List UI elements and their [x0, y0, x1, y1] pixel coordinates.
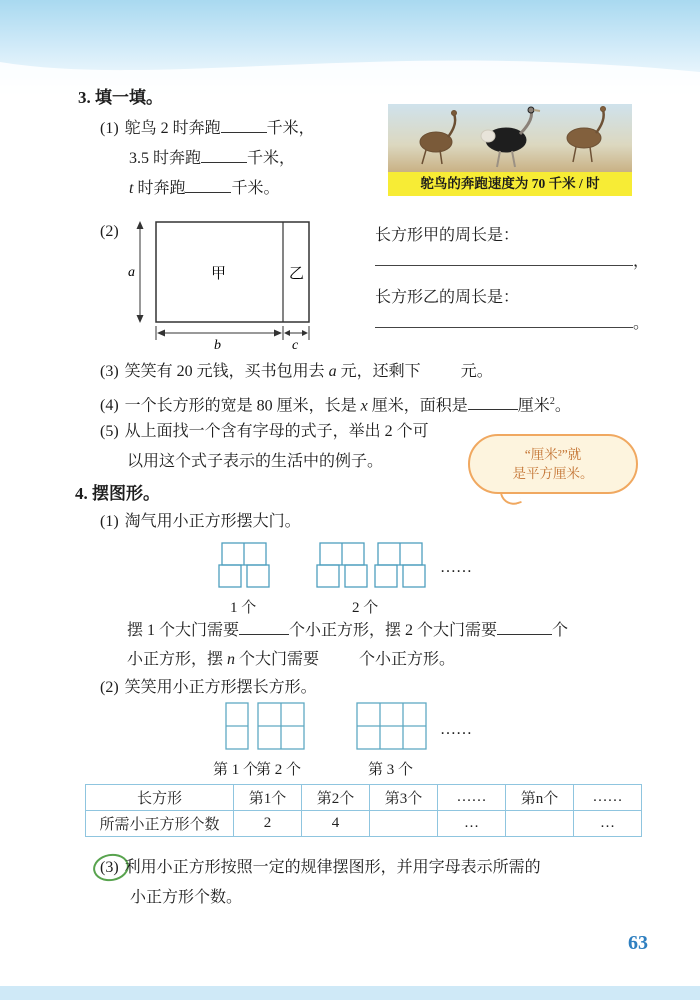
table-header-row — [86, 785, 642, 811]
q3-3-text-end: 元。 — [460, 363, 493, 380]
q3-5-label: (5) — [100, 423, 119, 440]
q3-1-text: 3.5 时奔跑 — [129, 150, 202, 167]
squares-table — [85, 784, 642, 837]
q3-2-answer-line2 — [375, 312, 649, 334]
ostrich-caption: 鸵鸟的奔跑速度为 70 千米 / 时 — [388, 172, 632, 196]
q4-1-label: (1) — [100, 513, 119, 530]
rectangle-diagram — [126, 212, 331, 354]
gate-figure-1-label: 1 个 — [230, 600, 257, 616]
punct: 。 — [633, 315, 650, 332]
page-number: 63 — [628, 932, 648, 954]
bubble-line2: 是平方厘米。 — [512, 466, 594, 481]
dim-a: a — [128, 265, 135, 280]
table-cell — [506, 811, 574, 837]
variable-n: n — [227, 651, 236, 668]
q3-4-unit: 厘米 — [517, 397, 550, 415]
ostrich-photo — [388, 104, 632, 172]
q3-1-text-end: 千米， — [247, 150, 296, 167]
sky-band — [0, 0, 700, 100]
table-header-cell: …… — [438, 785, 506, 811]
rect-figure-3 — [356, 702, 428, 752]
table-data-row — [86, 811, 642, 837]
q4-3-text: 利用小正方形按照一定的规律摆图形，并用字母表示所需的 — [124, 859, 541, 876]
answer-blank — [497, 620, 552, 635]
answer-line — [375, 250, 633, 266]
q3-1-text: 鸵鸟 2 时奔跑 — [124, 120, 221, 137]
bubble-line1: “厘米²”就 — [524, 447, 582, 462]
rect-figure-1-label: 第 1 个 — [213, 762, 259, 778]
q4-1-line2 — [127, 650, 455, 670]
q3-1-text-end: 千米。 — [231, 180, 280, 197]
q4-2-intro-text: 笑笑用小正方形摆长方形。 — [124, 679, 317, 696]
table-row-label: 所需小正方形个数 — [86, 811, 234, 837]
q4-3-line2: 小正方形个数。 — [130, 889, 243, 906]
ellipsis: …… — [440, 721, 472, 738]
table-cell — [370, 811, 438, 837]
punct: 。 — [554, 397, 571, 415]
table-header-cell: …… — [574, 785, 642, 811]
q3-4-label: (4) — [100, 397, 119, 415]
table-header-cell: 长方形 — [86, 785, 234, 811]
q3-3-label: (3) — [100, 363, 119, 380]
rect-figure-2-label: 第 2 个 — [256, 762, 302, 778]
table-cell: … — [574, 811, 642, 837]
table-cell: 2 — [234, 811, 302, 837]
variable-x: x — [360, 397, 368, 415]
q4-1-line1 — [127, 620, 568, 641]
q3-4-line — [100, 392, 571, 416]
dim-b: b — [214, 338, 221, 353]
q3-2-perimeter-jia: 长方形甲的周长是： — [375, 227, 520, 244]
q3-4-text: 厘米，面积是 — [367, 397, 468, 415]
table-header-cell: 第1个 — [234, 785, 302, 811]
punct: ， — [633, 253, 650, 270]
q3-2-answer-line1 — [375, 250, 649, 272]
q4-2-intro — [100, 678, 317, 698]
superscript-2: 2 — [549, 396, 555, 407]
bottom-band — [0, 986, 700, 1000]
table-cell: 4 — [302, 811, 370, 837]
table-header-cell: 第2个 — [302, 785, 370, 811]
q3-5-line2: 以用这个式子表示的生活中的例子。 — [127, 453, 384, 470]
q3-2-perimeter-yi: 长方形乙的周长是： — [375, 289, 520, 306]
answer-line — [375, 312, 633, 328]
gate-figure-2 — [316, 542, 428, 588]
q3-4-text: 一个长方形的宽是 80 厘米，长是 — [124, 397, 361, 415]
q4-1-text: 个大门需要 — [235, 651, 320, 668]
q4-2-label: (2) — [100, 679, 119, 696]
table-header-cell: 第n个 — [506, 785, 574, 811]
q4-1-intro — [100, 512, 301, 532]
q3-3-line — [100, 362, 493, 382]
q3-1-label: (1) — [100, 120, 119, 137]
problem-4-title: 4. 摆图形。 — [75, 484, 160, 503]
dim-c: c — [292, 338, 299, 353]
q3-5-text: 从上面找一个含有字母的式子，举出 2 个可 — [124, 423, 429, 440]
variable-a: a — [328, 363, 337, 380]
table-header-cell: 第3个 — [370, 785, 438, 811]
variable-t: t — [129, 180, 134, 197]
q4-1-text: 小正方形，摆 — [127, 651, 228, 668]
label-jia: 甲 — [211, 266, 227, 282]
q4-1-text-end: 个小正方形。 — [359, 651, 456, 668]
q4-1-text: 个 — [552, 622, 569, 639]
gate-figure-2-label: 2 个 — [352, 600, 379, 616]
q3-5-line1 — [100, 422, 429, 442]
q4-3-line1 — [100, 858, 541, 878]
answer-blank — [221, 118, 267, 133]
label-yi: 乙 — [289, 266, 305, 282]
ellipsis: …… — [440, 559, 472, 576]
q4-1-text: 个小正方形，摆 2 个大门需要 — [289, 622, 498, 639]
rect-figure-2 — [257, 702, 307, 752]
rect-figure-3-label: 第 3 个 — [368, 762, 414, 778]
speech-bubble — [468, 434, 638, 494]
q3-1-line3 — [129, 178, 279, 199]
answer-blank — [239, 620, 289, 635]
q3-1-text-end: 千米， — [266, 120, 315, 137]
table-cell: … — [438, 811, 506, 837]
answer-blank — [468, 395, 518, 410]
q3-2-label: (2) — [100, 223, 119, 240]
q3-1-line2 — [129, 148, 295, 169]
q3-1-text: 时奔跑 — [133, 180, 186, 197]
answer-blank — [185, 178, 231, 193]
gate-figure-1 — [218, 542, 272, 588]
q4-3-label: (3) — [100, 859, 119, 876]
q3-1-line1 — [100, 118, 315, 139]
q4-1-text: 摆 1 个大门需要 — [127, 622, 240, 639]
problem-3-title: 3. 填一填。 — [78, 88, 163, 107]
q3-3-text: 元，还剩下 — [336, 363, 421, 380]
q4-1-intro-text: 淘气用小正方形摆大门。 — [124, 513, 301, 530]
rect-figure-1 — [225, 702, 251, 752]
q3-3-text: 笑笑有 20 元钱，买书包用去 — [124, 363, 329, 380]
answer-blank — [201, 148, 247, 163]
